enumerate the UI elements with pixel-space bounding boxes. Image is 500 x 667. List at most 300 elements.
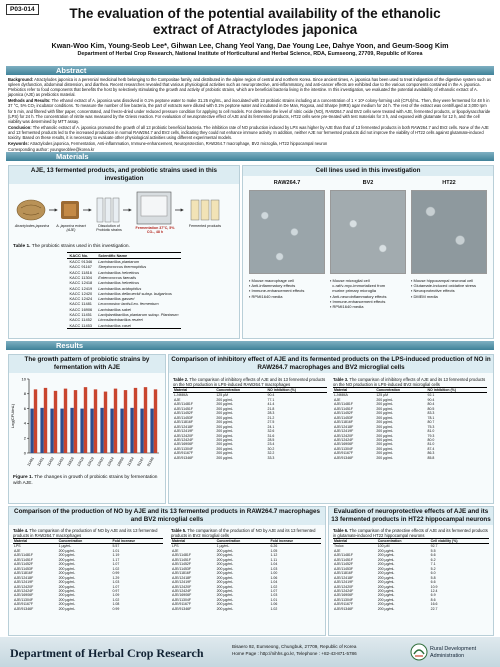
table-cell: 200 μg/mL [376,429,393,434]
table-cell: 1.12 [270,553,278,558]
table-cell: AJE/11453F [172,566,192,571]
table-cell: 28.3 [267,411,275,416]
table-cell: 27.5 [267,420,275,425]
table-cell: 92.7 [430,544,438,549]
growth-chart [9,373,163,473]
table-cell: 6.9 [430,593,436,598]
table-cell: Streptococcus thermophilus [98,264,147,270]
abstract-methods: The ethanol extract of A. japonica was dissolved in 0.1% peptone water to make 31.25 mg/mL, and inoculated with 13 probiotic strains including at a concentration of 1 × 10⁶ colony-forming unit (CFU)/mL. Then, they were fermented for 48 h in 37 °C, 5% CO₂ incubator conditions. To measure the number of live bacteria, the part of extracts were diluted with 0.1% peptone water and incubated in De Man, Rogosa, and Sharpe (MRS) agar medium for 24 h. The rest of the extract was centrifuged at 3,000 rpm for 5 min, and filtered with filter paper, concentrated, and freeze-dried under reduced pressure condition for applying to cell models. For determine the level of nitric oxide (NO), RAW264.7 and BV2 cells were treated with AJE, fermented products, or lipopolysaccharide (LPS) for 24 h. The concentration of nitrite was measured by the Griess reaction. For evaluation of neuroprotective effect of AJE and its fermented products, HT22 cells were pre-treated with test materials for 3 h, and exposed with glutamate for 12 h, and the cell viability was determined by MTT assay. [8,98,491,124]
table-cell: 1.19 [112,553,120,558]
table-cell: AJE/91346F [334,606,354,611]
poster-id: P03-014 [6,4,39,15]
table-cell: AJE/11481F [174,402,194,407]
table-cell: AJE/16906F [14,593,34,598]
corresponding-author: Corresponding author: youngseoblee@korea.kr [8,147,95,153]
bar [100,408,103,453]
table-cell: 1.03 [270,566,278,571]
keywords: Atractylodes japonica, Fermentation, Anti-inflammation, Immune-enhancement, Neuroprotection, RAW264.7 macrophage, BV2 microglia, HT22 hippocampal neuron [29,141,328,147]
table-cell: AJE/91346F [172,606,192,611]
table-cell: AJE [334,397,341,402]
table-cell: Lactobacillus helveticus [98,269,140,275]
table-cell: AJE/12420F [334,433,354,438]
table-cell: AJE/11816F [174,420,194,425]
table-cell: 200 μg/mL [58,553,76,558]
table-cell: AJE/16906F [334,442,354,447]
table-cell: AJE/12424F [172,588,192,593]
table-cell: AJE/16906F [334,593,354,598]
table2: Table 2. The comparison of inhibitory effects of AJE and its 13 fermented products on the NO production in LPS-induced RAW264.7 macrophages Material Concentration NO inhibition (%) L-NMMA 125 μM 90.4 AJE 200 μg/mL 77.1 AJE/11481F 200 μg/mL 41.4 AJE/11451F 200 μg/mL 21.8 AJE/11452F 200 μg/mL 28.3 AJE/11453F 200 μg/mL 21.2 AJE/11816F 200 μg/mL 27.5 AJE/12418F 200 μg/mL 24.1 AJE/12419F 200 μg/mL 32.6 AJE/12420F 200 μg/mL 31.6 AJE/12424F 200 μg/mL 28.5 AJE/16906F 200 μg/mL 23.4 AJE/11304F 200 μg/mL 30.2 AJE/91167F 200 μg/mL 32.2 AJE/91346F 200 μg/mL 33.3 [173,377,326,460]
table-cell: AJE/11453F [334,566,354,571]
table-cell: 200 μg/mL [376,455,393,460]
table-cell: AJE/11453F [14,566,34,571]
materials-right-title: Cell lines used in this investigation [243,166,493,176]
table-cell: 200 μg/mL [216,442,233,447]
abstract-background: Atractylodes japonica is a perennial medicinal herb belonging to the Compositae family, and distributed in the alpine region of central and northern Korea. Since ancient times, A. japonica has been used to treat indigestion of the digestive system such as spleen dysfunction, abdominal distension, and diarrhea. Recent researches revealed that various physiological activities such as neuroprotective, anti-inflammatory, and anti-cancer effects are exhibited due to the various components contained in the A. japonica. Prebiotics refer to food components that benefits the host by selectively stimulating the growth and activity of probiotic strains, which are beneficial bacteria living in the intestine. In this investigation, we evaluated the potential availability of ethanolic extract of A. japonica (AJE) as prebiotics material. [8,77,492,98]
table-cell: AJE/11453F [174,415,194,420]
bar [130,408,133,453]
table-cell: KACC 11304 [69,274,92,280]
table-cell: Lactobacillus sakei [98,306,131,312]
cell-name-raw264: RAW264.7 [273,180,301,186]
table-cell: 200 μg/mL [216,602,234,607]
table-cell: 200 μg/mL [377,575,395,580]
table-cell: 85.8 [427,455,435,460]
materials-right-panel [242,165,494,339]
x-tick-label: 91346 [146,456,155,468]
table-cell: 200 μg/mL [58,575,76,580]
table-cell: 200 μg/mL [58,557,76,562]
table-cell: 200 μg/mL [377,597,395,602]
table-cell: AJE/12419F [334,580,354,585]
table-cell: AJE/12420F [334,584,354,589]
y-tick-label: 4 [23,420,26,426]
table-cell: AJE/11453F [334,415,354,420]
table-cell: 1 μg/mL [58,544,72,549]
table-cell: 5.5 [430,548,436,553]
table-cell: L-NMMA [334,393,348,398]
table-cell: 200 μg/mL [58,606,76,611]
table-cell: KACC 12424 [69,296,93,302]
table-cell: 1.11 [270,557,278,562]
table-cell: 200 μg/mL [216,429,233,434]
table-cell: 200 μg/mL [216,433,233,438]
table-cell: LPS [172,544,179,549]
table-cell: 200 μg/mL [377,548,395,553]
table-cell: 5.2 [430,566,436,571]
no-production-panel [8,506,326,636]
bar [40,408,43,453]
table-cell: AJE/11304F [174,446,194,451]
table-cell: 200 μg/mL [58,566,76,571]
table-cell: 200 μg/mL [376,402,393,407]
table-cell: 100 μM [377,544,390,549]
bar [44,388,47,453]
table-cell: 1.05 [270,548,278,553]
table-cell: 200 μg/mL [216,446,233,451]
bar [70,408,73,453]
y-tick-label: 8 [23,391,26,397]
table-cell: 200 μg/mL [216,548,234,553]
table-cell: AJE/12419F [172,580,192,585]
table-cell: Trolox [334,544,344,549]
bv2-bullets: ▪ Mouse microglial cell c-raf/v-myc-immortalized from murine primary microglia ▪ Anti-neuroinflammatory effects ▪ Immune-enhancement effects ▪ RPMI1640 media [330,278,387,310]
table-cell: 86.3 [427,451,435,456]
table-cell: 200 μg/mL [216,415,233,420]
bar [114,389,117,453]
table-cell: 200 μg/mL [216,420,233,425]
table-cell: KACC 11451 [69,312,92,318]
table-cell: 200 μg/mL [216,406,233,411]
table2-grid [173,387,327,460]
figure1-caption: Figure 1. The changes in growth of probiotic strains by fermentation with AJE. [13,475,158,486]
table-cell: AJE/11304F [172,597,192,602]
table-cell: 81.0 [427,429,435,434]
bar [50,409,53,453]
x-tick-label: 91167 [136,456,145,467]
table-cell: 200 μg/mL [377,606,395,611]
x-tick-label: 11481 [26,456,35,467]
table-cell: AJE/12418F [334,575,354,580]
table-cell: 87.4 [427,446,435,451]
table-cell: 200 μg/mL [376,406,393,411]
table-cell: 0.99 [112,571,120,576]
table1-caption: Table 1. The probiotic strains used in this investigation. [13,244,130,249]
table-cell: 90.4 [267,393,275,398]
table-cell: 1.02 [112,597,120,602]
results-header: Results [6,341,494,350]
table-cell: 200 μg/mL [377,602,395,607]
table-cell: Lactobacillus delbrueckii subsp. bulgaricus [98,290,172,296]
table-cell: KACC 11816 [69,269,92,275]
table-cell: LPS [14,544,21,549]
table-cell: 1.09 [112,593,120,598]
table-cell: KACC 91167 [69,264,92,270]
table-row [13,607,163,611]
bar [124,390,127,453]
bar [90,409,93,453]
table-cell: AJE/11816F [334,420,354,425]
table-cell: 0.99 [112,606,120,611]
table-cell: Lactobacillus casei [95,323,181,329]
bar [94,389,97,453]
table-cell: AJE/12424F [14,588,34,593]
table-cell: 200 μg/mL [376,420,393,425]
table-cell: 90.4 [427,397,435,402]
table-cell: 1 μg/mL [216,544,230,549]
table-cell: 200 μg/mL [377,562,395,567]
x-tick-label: 12420 [96,456,105,468]
table-cell: 1.01 [270,597,278,602]
table-cell: AJE/91167F [172,602,192,607]
table-cell: 200 μg/mL [216,575,234,580]
table-cell: AJE/11452F [14,562,34,567]
table-cell: AJE/12418F [172,575,192,580]
table-cell: 83.3 [427,411,435,416]
footer-department: Department of Herbal Crop Research [10,646,204,660]
materials-left-panel [8,165,240,339]
bar [80,409,83,453]
table-row [333,607,489,611]
table-cell: 1.03 [270,593,278,598]
table-header-row: Material Concentration NO inhibition (%) [333,388,487,393]
table-cell: 1.02 [270,606,278,611]
table-cell: 21.2 [267,415,275,420]
table-cell: AJE/11481F [14,553,34,558]
abstract-header: Abstract [6,66,494,75]
table-cell: 22.7 [430,606,438,611]
table-cell: AJE/12419F [334,429,354,434]
table-cell: 200 μg/mL [377,557,395,562]
table-cell: 1.08 [112,602,120,607]
table-cell: 200 μg/mL [376,437,393,442]
raw264-bullets: ▪ Mouse macrophage cell ▪ Anti-inflammatory effects ▪ Immune-enhancement effects ▪ RPMI1640 media [249,278,305,299]
table-cell: AJE/12420F [174,433,194,438]
bar [110,409,113,453]
table-cell: 1.02 [270,584,278,589]
table-cell: 1.07 [112,584,120,589]
table-cell: AJE/12420F [14,584,34,589]
table-cell: AJE [174,397,181,402]
table-cell: 1.02 [112,566,120,571]
footer-address: Bisaero 92, Eumseong, Chungbuk, 27709, Republic of Korea Home Page : http://nihhs.go.kr, Telephone : +82-43-871-5786 [232,644,357,656]
poster-title: The evaluation of the potential availability of the ethanolic extract of Atractylodes japonica [69,6,441,37]
table-cell: 6.2 [430,557,436,562]
rda-logo-icon [410,643,428,661]
table-cell: AJE/11481F [334,402,354,407]
table-row [171,607,321,611]
table-cell: 200 μg/mL [216,451,233,456]
table-cell: KACC 16906 [69,306,93,312]
table-cell: AJE/12419F [174,429,194,434]
table-cell: 75.3 [427,424,435,429]
table-cell: 1.17 [112,557,120,562]
y-tick-label: 0 [23,450,26,456]
y-axis-label: Log(CFU/mL) [10,403,15,429]
bv2-micrograph [330,190,406,274]
table-cell: 200 μg/mL [216,557,234,562]
table-cell: 21.8 [267,406,275,411]
raw264-micrograph [249,190,325,274]
table-cell: 12.4 [430,588,438,593]
table-cell: 7.1 [430,562,436,567]
table-cell: 200 μg/mL [376,424,393,429]
flow-label-extract: A. japonica extract (AJE) [56,224,86,232]
table-cell: 78.1 [427,415,435,420]
table-cell: 16.6 [430,602,438,607]
table-cell: 1.07 [270,588,278,593]
x-tick-label: 11816 [66,456,75,467]
table-cell: 200 μg/mL [216,606,234,611]
table-cell: 24.1 [267,424,275,429]
table-cell: 200 μg/mL [216,553,234,558]
table-cell: AJE/12419F [14,580,34,585]
table-header-row: Material Concentration Fold increase [171,539,321,544]
bar [64,389,67,453]
table-row [333,456,487,460]
table-cell: AJE/11451F [334,557,354,562]
table-cell: 1.07 [112,562,120,567]
y-tick-label: 2 [23,435,26,441]
table-cell: AJE/11481F [334,553,354,558]
table-cell: 200 μg/mL [58,588,76,593]
table-cell: AJE/91167F [334,451,354,456]
table-cell: 28.5 [267,437,275,442]
footer-rda: Rural Development Administration [430,646,477,659]
table-cell: AJE/11481F [172,553,192,558]
x-tick-label: 12418 [76,456,85,468]
table-cell: 125 μM [216,393,229,398]
table-cell: 200 μg/mL [376,415,393,420]
table-cell: 200 μg/mL [377,553,395,558]
table-cell: KACC 11452 [69,317,92,323]
authors: Kwan-Woo Kim, Young-Seob Lee*, Gihwan Lee, Chang Yeol Yang, Dae Young Lee, Dahye Yoon, and Geum-Soog Kim [51,41,449,50]
table-cell: 200 μg/mL [377,584,395,589]
table-cell: 6.26 [270,544,278,549]
x-tick-label: 11451 [36,456,45,467]
table-cell: AJE/11816F [14,571,34,576]
table-cell: 200 μg/mL [58,571,76,576]
table-cell: 200 μg/mL [377,566,395,571]
table-cell: AJE/12424F [334,437,354,442]
table-cell: AJE/16906F [174,442,194,447]
table-cell: 33.3 [267,455,275,460]
table-cell: Leuconostoc lactis/Leu. fermentum [98,301,159,307]
table-cell: KACC 12420 [69,290,93,296]
materials-left-title: AJE, 13 fermented products, and probiotic strains used in this investigation [9,166,239,184]
table3-grid [333,387,487,460]
table-cell: 30.2 [267,446,275,451]
table-cell: AJE [172,548,179,553]
table-cell: 200 μg/mL [216,397,233,402]
table-cell: 200 μg/mL [376,451,393,456]
strain-row [67,323,182,329]
table-cell: Limosilactobacillus reuteri [98,317,143,323]
x-tick-label: 11452 [46,456,55,467]
no-inhibition-panel [168,354,494,504]
table-cell: AJE/11451F [174,406,194,411]
table-cell: Lactobacillus helveticus [98,280,140,286]
table-cell: AJE/11816F [334,571,354,576]
table-cell: AJE/12420F [172,584,192,589]
table-cell: 31.6 [267,433,275,438]
table6-grid [333,538,489,611]
table-cell: 8.6 [430,597,436,602]
cell-name-bv2: BV2 [362,180,374,186]
table-row [173,456,327,460]
table-cell: 32.6 [267,429,275,434]
ht22-bullets: ▪ Mouse hippocampal neuronal cell ▪ Glutamate-induced oxidative stress ▪ Neuroprotective effects ▪ DMEM media [411,278,477,299]
table-cell: Lactobacillus plantarum [98,259,140,265]
table-cell: 200 μg/mL [376,411,393,416]
table-cell: AJE/12418F [174,424,194,429]
table-cell: 92.1 [427,393,435,398]
table-cell: AJE/11304F [334,446,354,451]
table-cell: 200 μg/mL [216,411,233,416]
table-cell: AJE/91346F [334,455,354,460]
table-cell: 0.97 [112,588,120,593]
table-header-row: KACC No. Scientific Name [67,252,182,258]
flow-label-fermentation: Fermentation 37°C, 5% CO₂, 48 h [135,226,175,234]
table5-grid [171,538,321,611]
table-cell: KACC 91346 [69,259,93,265]
table-cell: 200 μg/mL [216,562,234,567]
table-cell: 200 μg/mL [216,593,234,598]
table-cell: Enterococcus faecalis [98,274,137,280]
bar [74,390,77,453]
no-inhibition-title: Comparison of inhibitory effect of AJE and its fermented products on the LPS-induced production of NO in RAW264.7 macrophages and BV2 microglial cells [169,355,493,373]
x-tick-label: 12419 [86,456,95,468]
table-cell: 200 μg/mL [376,446,393,451]
y-tick-label: 10 [21,376,26,382]
table-cell: AJE [334,548,341,553]
table-cell: 200 μg/mL [216,402,233,407]
table-cell: KACC 11481 [69,301,92,307]
table-cell: 200 μg/mL [216,584,234,589]
table-cell: 80.4 [427,402,435,407]
bar [144,387,147,453]
bar [104,392,107,453]
table-cell: 80.7 [427,420,435,425]
table-cell: 1.04 [270,562,278,567]
table-cell: 200 μg/mL [58,597,76,602]
growth-title: The growth pattern of probiotic strains by fermentation with AJE [9,355,165,373]
bar [54,391,57,453]
table-cell: AJE/11451F [14,557,34,562]
table5: Table 5. The comparison of the production of NO by AJE and its 13 fermented products in BV2 microglial cells Material Concentration Fold increase LPS 1 μg/mL 6.26 AJE 200 μg/mL 1.05 AJE/11481F 200 μg/mL 1.12 AJE/11451F 200 μg/mL 1.11 AJE/11452F 200 μg/mL 1.04 AJE/11453F 200 μg/mL 1.03 AJE/11816F 200 μg/mL 1.00 AJE/12418F 200 μg/mL 1.06 AJE/12419F 200 μg/mL 1.04 AJE/12420F 200 μg/mL 1.02 AJE/12424F 200 μg/mL 1.07 AJE/16906F 200 μg/mL 1.03 AJE/11304F 200 μg/mL 1.01 AJE/91167F 200 μg/mL 1.06 AJE/91346F 200 μg/mL 1.02 [171,528,321,611]
table-cell: 200 μg/mL [377,588,395,593]
table-cell: AJE/12418F [14,575,34,580]
x-tick-label: 11453 [56,456,65,467]
table-cell: AJE/11452F [334,562,354,567]
table-cell: AJE/11452F [174,411,194,416]
bar [120,409,123,453]
table-cell: AJE [14,548,21,553]
table-cell: Lactobacillus acidophilus [98,285,142,291]
table-cell: AJE/11452F [334,411,354,416]
table-cell: 77.1 [267,397,275,402]
table-cell: L-NMMA [174,393,188,398]
table-cell: AJE/91346F [14,606,34,611]
table-cell: 41.4 [267,402,275,407]
table3: Table 3. The comparison of inhibitory effects of AJE and its 13 fermented products on the NO production in LPS-induced BV2 microglial cells Material Concentration NO inhibition (%) L-NMMA 125 μM 92.1 AJE 200 μg/mL 90.4 AJE/11481F 200 μg/mL 80.4 AJE/11451F 200 μg/mL 80.5 AJE/11452F 200 μg/mL 83.3 AJE/11453F 200 μg/mL 78.1 AJE/11816F 200 μg/mL 80.7 AJE/12418F 200 μg/mL 75.3 AJE/12419F 200 μg/mL 81.0 AJE/12420F 200 μg/mL 79.3 AJE/12424F 200 μg/mL 80.0 AJE/16906F 200 μg/mL 81.0 AJE/11304F 200 μg/mL 87.4 AJE/91167F 200 μg/mL 86.3 AJE/91346F 200 μg/mL 85.8 [333,377,486,460]
table-cell: 1.06 [270,602,278,607]
table-cell: 1.29 [112,575,120,580]
table-cell: 1.06 [270,575,278,580]
table-cell: 10.9 [430,584,438,589]
bar [34,389,37,453]
ht22-micrograph [411,190,487,274]
table-cell: 1.04 [270,580,278,585]
table4-grid [13,538,163,611]
x-tick-label: 12424 [106,456,115,468]
flow-label-dissolution: Dissolution of Probiotic strains [96,224,122,232]
table-cell: 200 μg/mL [216,597,234,602]
table-cell: 200 μg/mL [216,566,234,571]
table-cell: 5.57 [112,544,120,549]
table-cell: 200 μg/mL [216,424,233,429]
table-cell: 200 μg/mL [377,571,395,576]
table-cell: AJE/11452F [172,562,192,567]
table-cell: 200 μg/mL [216,455,233,460]
table-cell: 200 μg/mL [58,593,76,598]
bar [150,409,153,453]
table-cell: 5.8 [430,575,436,580]
footer [0,637,500,667]
bar [30,409,33,453]
bar [84,387,87,453]
bar [154,389,157,453]
table6: Table 6. The comparison of the protective effects of AJE and its fermented products in glutamate-induced HT22 hippocampal neurons Material Concentration Cell viability (%) Trolox 100 μM 92.7 AJE 200 μg/mL 5.5 AJE/11481F 200 μg/mL 6.6 AJE/11451F 200 μg/mL 6.2 AJE/11452F 200 μg/mL 7.1 AJE/11453F 200 μg/mL 5.2 AJE/11816F 200 μg/mL 6.0 AJE/12418F 200 μg/mL 5.8 AJE/12419F 200 μg/mL 6.6 AJE/12420F 200 μg/mL 10.9 AJE/12424F 200 μg/mL 12.4 AJE/16906F 200 μg/mL 6.9 AJE/11304F 200 μg/mL 8.6 AJE/91167F 200 μg/mL 16.6 AJE/91346F 200 μg/mL 22.7 [333,528,488,611]
